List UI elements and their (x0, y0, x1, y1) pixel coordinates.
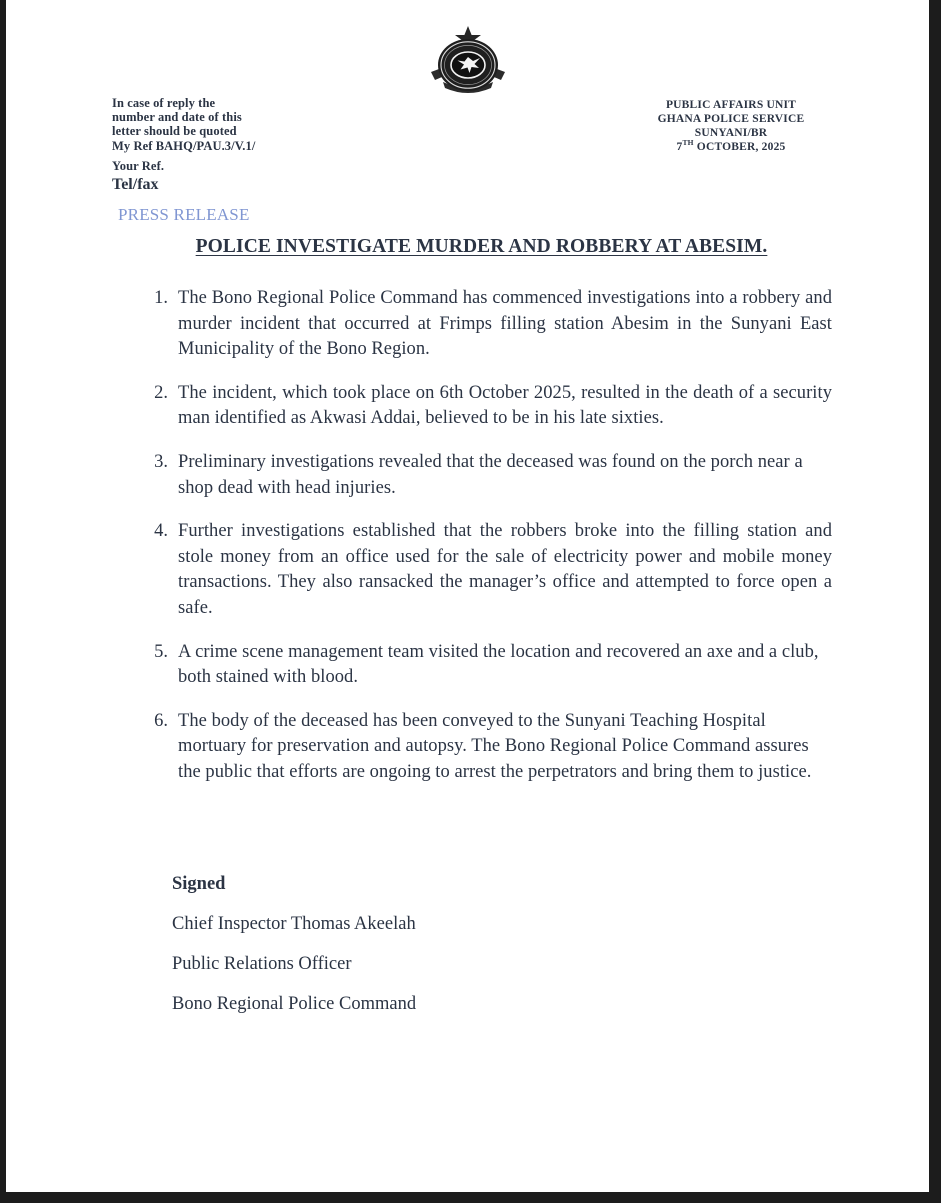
letterhead-crest-container (6, 24, 929, 98)
press-release-body (142, 286, 832, 804)
list-item-number: 2. (154, 382, 168, 403)
your-ref-label: Your Ref. (112, 158, 165, 173)
letter-date (566, 140, 896, 154)
list-item-text: Preliminary investigations revealed that the deceased was found on the porch near a shop dead with head injuries. (178, 451, 803, 498)
letterhead (6, 96, 929, 206)
list-item-number: 6. (154, 710, 168, 731)
list-item-number: 5. (154, 641, 168, 662)
organisation-name: GHANA POLICE SERVICE (657, 113, 805, 125)
list-item (142, 450, 832, 501)
letterhead-left-block (112, 96, 432, 192)
list-item-text: The body of the deceased has been conveyed to the Sunyani Teaching Hospital mortuary for preservation and autopsy. The Bono Regional Police Command assures the public that efforts are ongoing to arrest the perpetrators and bring them to justice. (178, 710, 812, 782)
list-item-number: 3. (154, 451, 168, 472)
list-item-text: The incident, which took place on 6th October 2025, resulted in the death of a security man identified as Akwasi Addai, believed to be in his late sixties. (178, 382, 832, 429)
my-ref-number: My Ref BAHQ/PAU.3/V.1/ (112, 138, 256, 153)
page-title (6, 236, 929, 258)
list-item-number: 4. (154, 521, 168, 542)
letterhead-right-block (566, 98, 896, 154)
list-item (142, 286, 832, 363)
reply-instruction-line-2: number and date of this (112, 110, 242, 125)
list-item-text: Further investigations established that the robbers broke into the filling station and stole money from an office used for the sale of electricity power and mobile money transactions. They also ransacked the manager’s office and attempted to force open a safe. (178, 521, 832, 618)
list-item (142, 709, 832, 786)
list-item (142, 640, 832, 691)
signature-block (172, 874, 416, 1034)
date-ordinal-suffix: TH (682, 138, 694, 148)
list-item (142, 381, 832, 432)
signatory-role: Public Relations Officer (172, 954, 352, 974)
page-title-text: POLICE INVESTIGATE MURDER AND ROBBERY AT ABESIM. (195, 236, 768, 257)
list-item-text: A crime scene management team visited the location and recovered an axe and a club, both stained with blood. (178, 641, 819, 688)
list-item-number: 1. (154, 288, 168, 308)
document-page (6, 0, 929, 1192)
press-release-label: PRESS RELEASE (118, 205, 250, 224)
signatory-organisation: Bono Regional Police Command (172, 994, 417, 1014)
unit-name: PUBLIC AFFAIRS UNIT (665, 99, 797, 111)
signatory-name: Chief Inspector Thomas Akeelah (172, 914, 416, 934)
reply-instruction-line-3: letter should be quoted (112, 124, 237, 139)
region-code: SUNYANI/BR (694, 127, 768, 139)
list-item-text: The Bono Regional Police Command has commenced investigations into a robbery and murder incident that occurred at Frimps filling station Abesim in the Sunyani East Municipality of the Bono Region. (178, 288, 832, 360)
reply-instruction-line-1: In case of reply the (112, 96, 216, 110)
date-month-year: OCTOBER, 2025 (693, 141, 786, 153)
ghana-police-crest-icon (425, 24, 511, 98)
date-day: 7 (676, 141, 683, 153)
list-item (142, 519, 832, 621)
tel-fax-label: Tel/fax (112, 176, 159, 194)
signed-label: Signed (172, 874, 226, 894)
